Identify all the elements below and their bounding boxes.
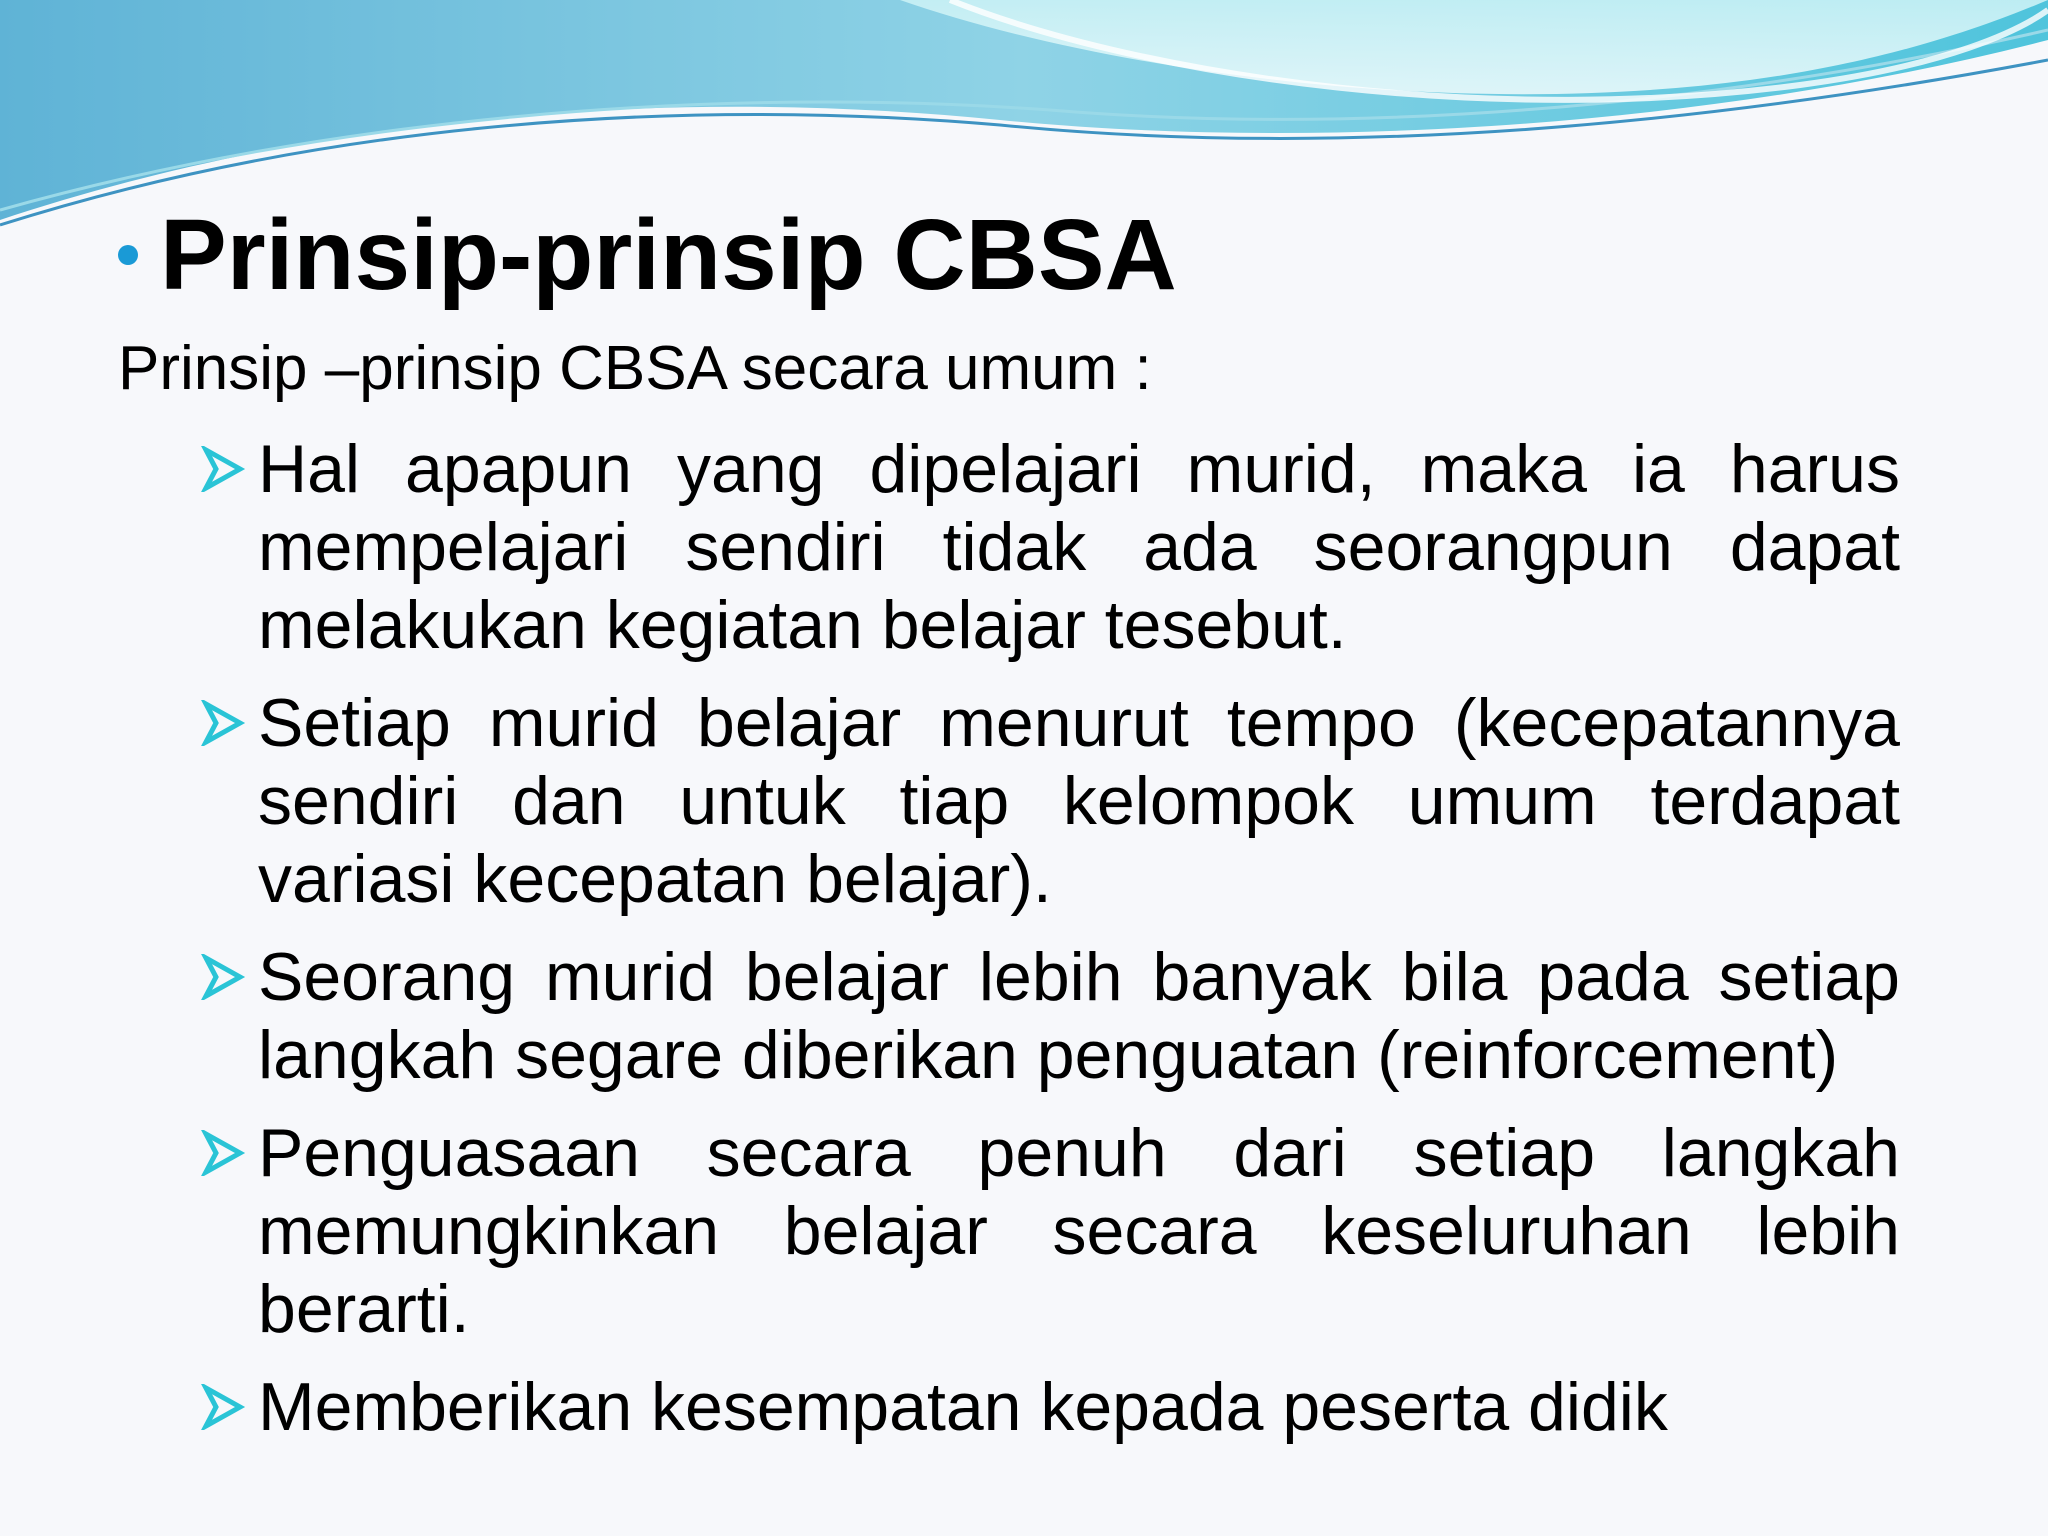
list-item-text: Memberikan kesempatan kepada peserta didik [258, 1369, 1668, 1445]
list-item [200, 1368, 1900, 1446]
arrow-bullet-icon [200, 1384, 246, 1430]
principles-list [200, 430, 1900, 1466]
list-item [200, 1114, 1900, 1348]
slide-subtitle: Prinsip –prinsip CBSA secara umum : [118, 334, 1152, 403]
list-item-text: Hal apapun yang dipelajari murid, maka ia harus mempelajari sendiri tidak ada seorangpun dapat melakukan kegiatan belajar tesebut. [258, 431, 1900, 663]
list-item-text: Seorang murid belajar lebih banyak bila pada setiap langkah segare diberikan penguatan (reinforcement) [258, 939, 1900, 1093]
slide-title: Prinsip-prinsip CBSA [160, 199, 1177, 311]
title-bullet-icon [118, 245, 138, 265]
list-item-text: Penguasaan secara penuh dari setiap langkah memungkinkan belajar secara keseluruhan lebih berarti. [258, 1115, 1900, 1347]
arrow-bullet-icon [200, 1130, 246, 1176]
list-item-text: Setiap murid belajar menurut tempo (kecepatannya sendiri dan untuk tiap kelompok umum terdapat variasi kecepatan belajar). [258, 685, 1900, 917]
arrow-bullet-icon [200, 700, 246, 746]
list-item [200, 938, 1900, 1094]
list-item [200, 684, 1900, 918]
list-item [200, 430, 1900, 664]
arrow-bullet-icon [200, 954, 246, 1000]
arrow-bullet-icon [200, 446, 246, 492]
title-row [118, 199, 1177, 311]
